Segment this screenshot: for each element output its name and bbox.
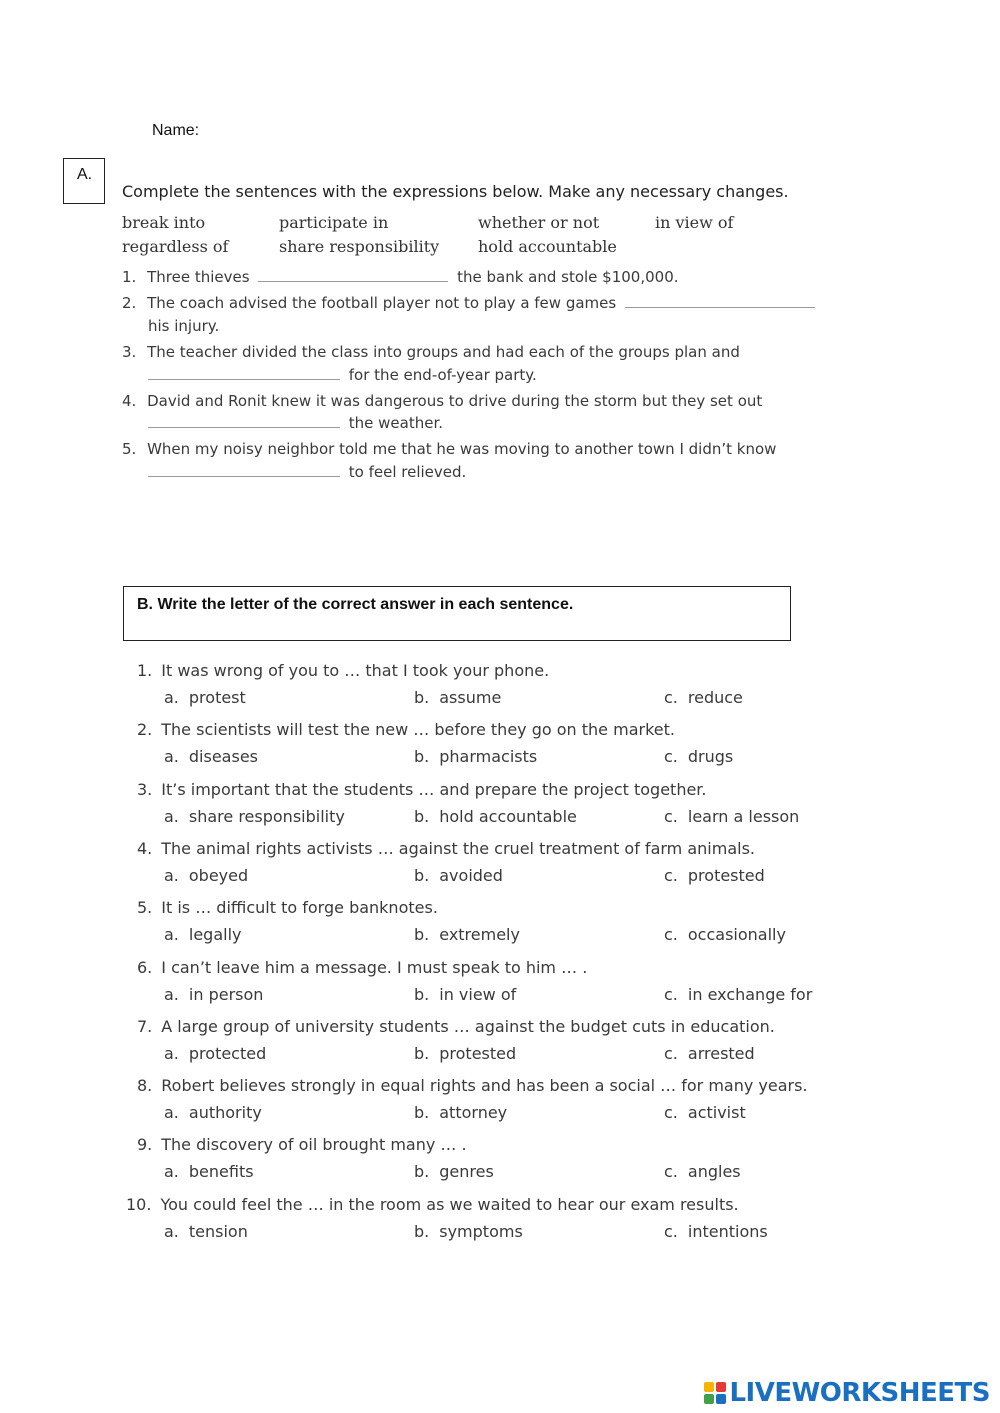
expression: break into [122, 213, 206, 232]
expression: in view of [655, 213, 734, 232]
item-number: 3. [122, 343, 137, 361]
option-letter: a. [164, 985, 179, 1004]
option-text: diseases [188, 747, 258, 766]
option-letter: b. [414, 688, 430, 707]
answer-option-c[interactable] [664, 807, 799, 826]
item-text-after: his injury. [148, 317, 220, 335]
option-letter: a. [164, 925, 179, 944]
question-number: 4. [137, 839, 153, 858]
option-text: protest [188, 688, 246, 707]
answer-blank[interactable] [148, 378, 340, 380]
question-text: It was wrong of you to … that I took your phone. [161, 661, 550, 680]
answer-option-a[interactable] [164, 1103, 262, 1122]
option-text: learn a lesson [687, 807, 800, 826]
question-item [137, 720, 675, 739]
answer-option-b[interactable] [414, 1103, 507, 1122]
option-letter: b. [414, 866, 430, 885]
answer-option-c[interactable] [664, 688, 743, 707]
option-text: activist [687, 1103, 746, 1122]
answer-blank[interactable] [258, 280, 448, 282]
option-text: in exchange for [687, 985, 813, 1004]
option-letter: b. [414, 985, 430, 1004]
option-text: pharmacists [439, 747, 538, 766]
question-number: 10. [126, 1195, 152, 1214]
list-item [122, 438, 776, 460]
option-letter: a. [164, 1162, 179, 1181]
question-text: It’s important that the students … and prepare the project together. [161, 780, 707, 799]
question-text: It is … difficult to forge banknotes. [161, 898, 438, 917]
option-text: arrested [687, 1044, 755, 1063]
list-item [122, 341, 740, 363]
option-text: symptoms [439, 1222, 523, 1241]
list-item-continuation [148, 412, 443, 434]
question-number: 3. [137, 780, 153, 799]
answer-option-a[interactable] [164, 985, 263, 1004]
answer-option-a[interactable] [164, 1162, 254, 1181]
question-text: The animal rights activists … against the cruel treatment of farm animals. [161, 839, 755, 858]
item-text-before: When my noisy neighbor told me that he was moving to another town I didn’t know [147, 440, 777, 458]
question-number: 7. [137, 1017, 153, 1036]
question-item [137, 661, 549, 680]
option-letter: c. [664, 1044, 678, 1063]
option-letter: a. [164, 866, 179, 885]
question-number: 2. [137, 720, 153, 739]
question-text: A large group of university students … against the budget cuts in education. [161, 1017, 775, 1036]
option-text: assume [439, 688, 502, 707]
option-letter: a. [164, 1222, 179, 1241]
question-number: 1. [137, 661, 153, 680]
item-text-after: the weather. [348, 414, 444, 432]
question-item [137, 780, 707, 799]
question-number: 6. [137, 958, 153, 977]
answer-blank[interactable] [148, 475, 340, 477]
option-letter: b. [414, 925, 430, 944]
question-item [137, 898, 438, 917]
option-text: occasionally [687, 925, 786, 944]
question-item [137, 1076, 808, 1095]
option-letter: b. [414, 747, 430, 766]
answer-option-a[interactable] [164, 747, 258, 766]
question-text: Robert believes strongly in equal rights and has been a social … for many years. [161, 1076, 808, 1095]
answer-option-a[interactable] [164, 866, 248, 885]
option-letter: b. [414, 1044, 430, 1063]
option-letter: b. [414, 1103, 430, 1122]
answer-option-c[interactable] [664, 1162, 741, 1181]
option-text: avoided [439, 866, 503, 885]
item-text-after: the bank and stole $100,000. [457, 268, 679, 286]
list-item [122, 390, 762, 412]
option-letter: c. [664, 985, 678, 1004]
list-item [122, 292, 819, 314]
item-text-after: to feel relieved. [348, 463, 467, 481]
answer-blank[interactable] [625, 306, 815, 308]
item-number: 2. [122, 294, 137, 312]
option-letter: b. [414, 807, 430, 826]
answer-option-b[interactable] [414, 985, 516, 1004]
option-letter: c. [664, 1222, 678, 1241]
answer-option-c[interactable] [664, 747, 733, 766]
item-number: 1. [122, 268, 137, 286]
answer-option-c[interactable] [664, 1044, 755, 1063]
option-letter: a. [164, 1103, 179, 1122]
option-letter: c. [664, 747, 678, 766]
option-text: extremely [439, 925, 520, 944]
option-text: benefits [188, 1162, 254, 1181]
answer-option-c[interactable] [664, 925, 786, 944]
option-text: obeyed [188, 866, 249, 885]
option-text: authority [188, 1103, 262, 1122]
option-text: genres [439, 1162, 494, 1181]
brand-logo [704, 1378, 990, 1408]
answer-option-a[interactable] [164, 1044, 266, 1063]
answer-option-a[interactable] [164, 925, 242, 944]
answer-option-c[interactable] [664, 866, 765, 885]
list-item-continuation [148, 461, 466, 483]
question-text: The discovery of oil brought many … . [161, 1135, 467, 1154]
question-item [137, 958, 587, 977]
answer-option-c[interactable] [664, 985, 812, 1004]
item-number: 4. [122, 392, 137, 410]
name-label: Name: [152, 122, 200, 139]
option-letter: a. [164, 1044, 179, 1063]
item-number: 5. [122, 440, 137, 458]
option-text: reduce [687, 688, 743, 707]
option-letter: c. [664, 1103, 678, 1122]
expression: participate in [279, 213, 389, 232]
answer-option-b[interactable] [414, 1044, 516, 1063]
list-item [122, 266, 679, 288]
answer-option-b[interactable] [414, 747, 537, 766]
question-item [137, 839, 755, 858]
option-letter: a. [164, 807, 179, 826]
liveworksheets-icon [704, 1382, 726, 1404]
option-text: hold accountable [439, 807, 577, 826]
answer-option-b[interactable] [414, 1162, 494, 1181]
question-text: The scientists will test the new … before they go on the market. [161, 720, 675, 739]
answer-option-a[interactable] [164, 807, 345, 826]
option-text: legally [188, 925, 242, 944]
question-text: You could feel the … in the room as we waited to hear our exam results. [160, 1195, 739, 1214]
brand-name: LIVEWORKSHEETS [729, 1378, 990, 1408]
question-item [126, 1195, 739, 1214]
answer-option-b[interactable] [414, 688, 501, 707]
option-text: protested [687, 866, 765, 885]
answer-option-c[interactable] [664, 1103, 746, 1122]
answer-option-c[interactable] [664, 1222, 768, 1241]
option-text: protested [439, 1044, 517, 1063]
question-number: 5. [137, 898, 153, 917]
question-number: 8. [137, 1076, 153, 1095]
section-b-instruction-box [123, 586, 791, 641]
section-a-label-box [63, 158, 105, 204]
answer-option-b[interactable] [414, 1222, 523, 1241]
item-text-before: David and Ronit knew it was dangerous to drive during the storm but they set out [147, 392, 763, 410]
question-item [137, 1017, 775, 1036]
question-text: I can’t leave him a message. I must speak to him … . [161, 958, 588, 977]
expression: regardless of [122, 237, 229, 256]
option-text: intentions [687, 1222, 768, 1241]
answer-option-a[interactable] [164, 688, 246, 707]
option-letter: a. [164, 747, 179, 766]
item-text-before: The teacher divided the class into groups and had each of the groups plan and [147, 343, 740, 361]
option-letter: b. [414, 1222, 430, 1241]
question-number: 9. [137, 1135, 153, 1154]
answer-blank[interactable] [148, 426, 340, 428]
option-text: attorney [439, 1103, 508, 1122]
section-a-instruction: Complete the sentences with the expressions below. Make any necessary changes. [122, 182, 789, 201]
option-letter: c. [664, 688, 678, 707]
list-item-continuation [148, 364, 537, 386]
option-letter: b. [414, 1162, 430, 1181]
answer-option-b[interactable] [414, 807, 577, 826]
item-text-before: The coach advised the football player not to play a few games [147, 294, 617, 312]
option-text: drugs [687, 747, 734, 766]
option-letter: c. [664, 866, 678, 885]
option-text: in view of [439, 985, 517, 1004]
option-letter: c. [664, 807, 678, 826]
option-letter: c. [664, 1162, 678, 1181]
option-text: share responsibility [188, 807, 345, 826]
option-text: angles [687, 1162, 741, 1181]
option-letter: a. [164, 688, 179, 707]
question-item [137, 1135, 467, 1154]
option-letter: c. [664, 925, 678, 944]
expression: whether or not [478, 213, 600, 232]
item-text-before: Three thieves [147, 268, 250, 286]
answer-option-b[interactable] [414, 866, 503, 885]
section-a-label: A. [77, 166, 93, 183]
option-text: protected [188, 1044, 267, 1063]
section-b-instruction: B. Write the letter of the correct answer in each sentence. [137, 596, 574, 613]
option-text: in person [188, 985, 264, 1004]
item-text-after: for the end-of-year party. [348, 366, 537, 384]
expression: share responsibility [279, 237, 440, 256]
answer-option-a[interactable] [164, 1222, 248, 1241]
option-text: tension [188, 1222, 248, 1241]
expression: hold accountable [478, 237, 617, 256]
answer-option-b[interactable] [414, 925, 520, 944]
